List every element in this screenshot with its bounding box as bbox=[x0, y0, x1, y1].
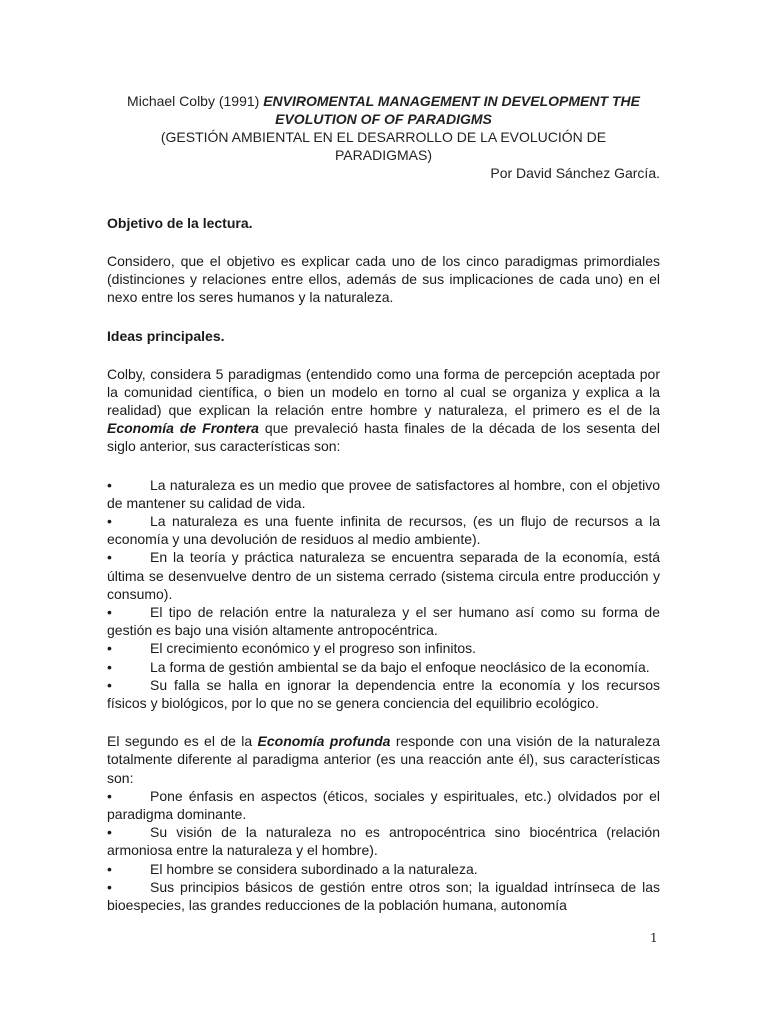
spanish-title-part-1: (GESTIÓN AMBIENTAL EN EL DESARROLLO DE LA EVOLUCIÓN DE bbox=[160, 129, 607, 145]
document-page bbox=[107, 92, 660, 914]
bullet-icon bbox=[107, 603, 150, 621]
bullet-icon bbox=[107, 476, 150, 494]
bullet-icon bbox=[107, 548, 150, 566]
bullet-icon bbox=[107, 658, 150, 676]
list-item: •Su falla se halla en ignorar la dependencia entre la economía y los recursos físicos y biológicos, por lo que no se genera conciencia del equilibrio ecológico. bbox=[107, 676, 660, 712]
list-item: •La naturaleza es un medio que provee de satisfactores al hombre, con el objetivo de mantener su calidad de vida. bbox=[107, 476, 660, 512]
bullet-icon bbox=[107, 787, 150, 805]
deep-economy-term: Economía profunda bbox=[257, 733, 391, 750]
list-item: •Sus principios básicos de gestión entre otros son; la igualdad intrínseca de las bioespecies, las grandes reducciones de la población humana, autonomía bbox=[107, 878, 660, 914]
list-item: •Pone énfasis en aspectos (éticos, sociales y espirituales, etc.) olvidados por el paradigma dominante. bbox=[107, 787, 660, 823]
author-year: Michael Colby (1991) bbox=[127, 93, 264, 109]
list-item: •Su visión de la naturaleza no es antropocéntrica sino biocéntrica (relación armoniosa entre la naturaleza y el hombre). bbox=[107, 823, 660, 859]
page-number: 1 bbox=[650, 931, 658, 945]
list-item: •El hombre se considera subordinado a la naturaleza. bbox=[107, 860, 660, 878]
english-title-part-2: EVOLUTION OF OF PARADIGMS bbox=[275, 111, 492, 127]
objective-paragraph: Considero, que el objetivo es explicar cada uno de los cinco paradigmas primordiales (distinciones y relaciones entre ellos, además de sus implicaciones de cada uno) en el nexo entre los seres humanos y la naturaleza. bbox=[107, 253, 660, 306]
bullet-icon bbox=[107, 512, 150, 530]
spanish-title-part-2: PARADIGMAS) bbox=[335, 147, 432, 163]
bullet-icon bbox=[107, 639, 150, 657]
list-item: •El tipo de relación entre la naturaleza y el ser humano así como su forma de gestión es bajo una visión altamente antropocéntrica. bbox=[107, 603, 660, 639]
list-item: •El crecimiento económico y el progreso son infinitos. bbox=[107, 639, 660, 657]
ideas-heading: Ideas principales. bbox=[107, 327, 225, 344]
frontier-economy-term: Economía de Frontera bbox=[107, 420, 259, 437]
objective-heading: Objetivo de la lectura. bbox=[107, 215, 253, 231]
bullet-icon bbox=[107, 676, 150, 694]
deep-economy-bullet-list bbox=[107, 787, 660, 914]
english-title-part-1: ENVIROMENTAL MANAGEMENT IN DEVELOPMENT THE bbox=[263, 93, 640, 109]
bullet-icon bbox=[107, 860, 150, 878]
bullet-icon bbox=[107, 878, 150, 896]
frontier-bullet-list bbox=[107, 476, 660, 713]
list-item: •La naturaleza es una fuente infinita de recursos, (es un flujo de recursos a la economía y una devolución de residuos al medio ambiente). bbox=[107, 512, 660, 548]
list-item: •En la teoría y práctica naturaleza se encuentra separada de la economía, está última se desenvuelve dentro de un sistema cerrado (sistema circula entre producción y consumo). bbox=[107, 548, 660, 603]
list-item: •La forma de gestión ambiental se da bajo el enfoque neoclásico de la economía. bbox=[107, 658, 660, 676]
bullet-icon bbox=[107, 823, 150, 841]
ideas-intro-paragraph: Colby, considera 5 paradigmas (entendido como una forma de percepción aceptada por la comunidad científica, o bien un modelo en torno al cual se organiza y explica a la realidad) que explican la relación entre hombre y naturaleza, el primero es el de la Economía de Frontera que prevaleció hasta finales de la década de los sesenta del siglo anterior, sus características son: bbox=[107, 365, 660, 455]
byline: Por David Sánchez García. bbox=[490, 165, 660, 181]
deep-economy-paragraph: El segundo es el de la Economía profunda responde con una visión de la naturaleza totalmente diferente al paradigma anterior (es una reacción ante él), sus características son: bbox=[107, 733, 660, 786]
document-header bbox=[107, 92, 660, 182]
title-line-1 bbox=[107, 92, 660, 110]
